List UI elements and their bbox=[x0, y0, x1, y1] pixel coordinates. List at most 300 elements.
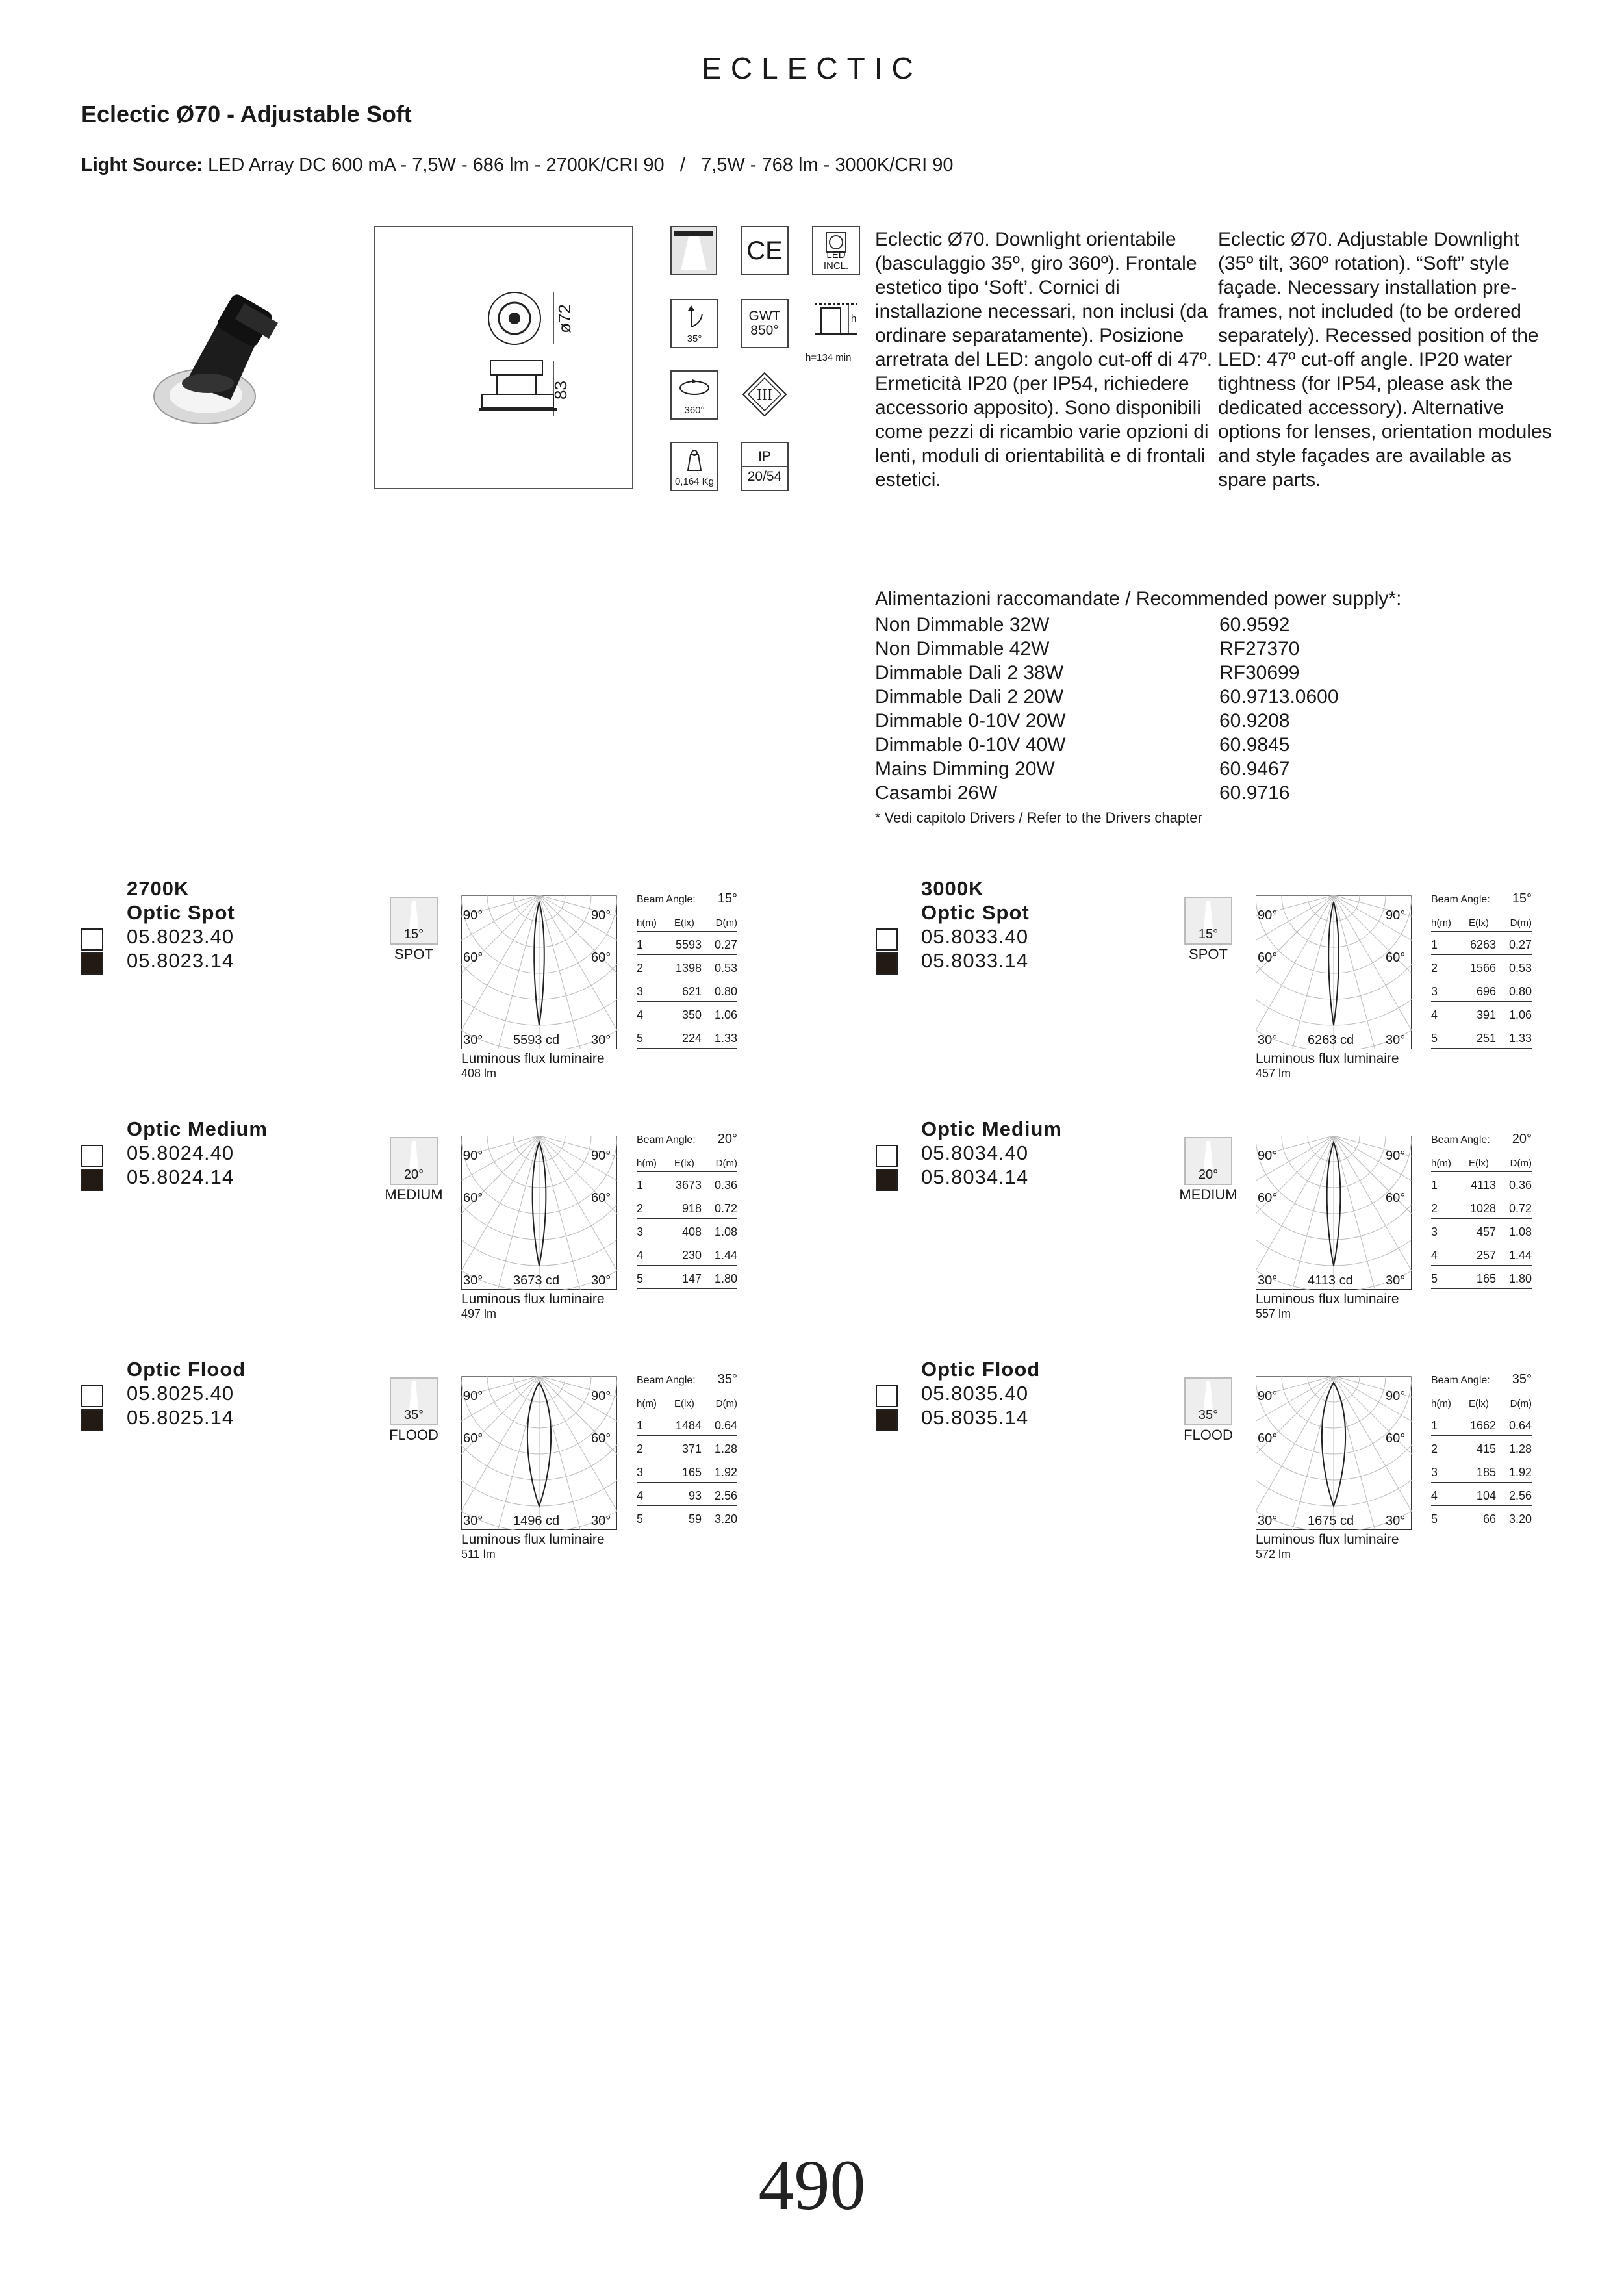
cell-e: 165 bbox=[681, 1466, 702, 1479]
cell-d: 1.06 bbox=[1508, 1008, 1532, 1021]
cell-d: 2.56 bbox=[714, 1489, 737, 1502]
cell-d: 1.44 bbox=[1508, 1249, 1532, 1262]
cell-d: 0.27 bbox=[714, 938, 737, 951]
black-finish-swatch bbox=[876, 952, 898, 975]
beam-angle-label: Beam Angle: bbox=[637, 1375, 696, 1386]
luminous-flux-label: Luminous flux luminaire bbox=[461, 1051, 605, 1066]
black-finish-swatch bbox=[81, 1409, 103, 1431]
power-supply-row bbox=[875, 710, 1460, 734]
power-supply-name: Dimmable Dali 2 38W bbox=[875, 662, 1064, 683]
luminous-flux-label: Luminous flux luminaire bbox=[1256, 1051, 1399, 1066]
luminous-flux bbox=[1256, 1051, 1399, 1081]
polar-candela: 1496 cd bbox=[513, 1514, 560, 1528]
cell-h: 5 bbox=[637, 1272, 644, 1285]
gwt-icon: GWT 850° bbox=[741, 299, 789, 348]
cell-e: 165 bbox=[1476, 1272, 1496, 1285]
page-number: 490 bbox=[758, 2145, 866, 2225]
polar-label-60-left: 60° bbox=[463, 1431, 483, 1446]
white-finish-swatch bbox=[876, 1145, 898, 1167]
table-row bbox=[1431, 978, 1532, 1002]
installation-height-icon: h bbox=[812, 299, 860, 348]
beam-angle-row bbox=[1431, 1131, 1532, 1149]
polar-label-90-left: 90° bbox=[463, 1149, 483, 1163]
cell-d: 0.27 bbox=[1508, 938, 1532, 951]
rotation-icon: 360° bbox=[670, 370, 718, 420]
photometric-table bbox=[637, 1371, 737, 1529]
cell-e: 4113 bbox=[1471, 1179, 1496, 1192]
cell-d: 1.80 bbox=[714, 1272, 737, 1285]
cell-h: 2 bbox=[1431, 1202, 1438, 1215]
col-h: h(m) bbox=[637, 1158, 657, 1169]
table-row bbox=[1431, 932, 1532, 955]
cell-d: 0.64 bbox=[714, 1419, 737, 1432]
cell-e: 224 bbox=[681, 1032, 702, 1045]
beam-icon-angle: 20° bbox=[1198, 1168, 1219, 1182]
luminous-flux-value: 408 lm bbox=[461, 1067, 497, 1080]
recessed-icon bbox=[670, 226, 717, 275]
cell-h: 5 bbox=[1431, 1032, 1438, 1045]
power-supply-code: 60.9467 bbox=[1219, 758, 1290, 780]
ce-icon: CE bbox=[741, 226, 789, 275]
col-e: E(lx) bbox=[674, 1398, 694, 1409]
table-row bbox=[637, 1172, 737, 1195]
cell-d: 2.56 bbox=[1508, 1489, 1532, 1502]
light-source-label: Light Source: bbox=[81, 155, 203, 175]
table-row bbox=[1431, 1506, 1532, 1529]
table-header bbox=[637, 1389, 737, 1412]
power-supply-name: Dimmable Dali 2 20W bbox=[875, 686, 1064, 708]
beam-angle-row bbox=[1431, 1371, 1532, 1389]
cell-h: 4 bbox=[1431, 1008, 1438, 1021]
col-d: D(m) bbox=[715, 1398, 737, 1409]
optic-name: Optic Medium bbox=[921, 1118, 1062, 1140]
color-temperature: 2700K bbox=[127, 877, 190, 900]
table-row bbox=[637, 1412, 737, 1436]
cell-e: 185 bbox=[1476, 1466, 1496, 1479]
power-supply-name: Dimmable 0-10V 40W bbox=[875, 734, 1066, 756]
product-code-white[interactable]: 05.8035.40 bbox=[921, 1382, 1029, 1405]
power-supply-row bbox=[875, 662, 1460, 686]
col-h: h(m) bbox=[637, 917, 657, 928]
white-finish-swatch bbox=[876, 1385, 898, 1407]
cell-e: 621 bbox=[681, 985, 702, 998]
beam-angle-value: 20° bbox=[717, 1132, 737, 1146]
luminous-flux bbox=[461, 1532, 605, 1562]
polar-label-90-right: 90° bbox=[1386, 908, 1406, 923]
polar-label-30-right: 30° bbox=[591, 1514, 611, 1528]
product-code-black[interactable]: 05.8033.14 bbox=[921, 949, 1029, 972]
table-row bbox=[1431, 1459, 1532, 1483]
photometric-table bbox=[1431, 1371, 1532, 1529]
cell-d: 0.80 bbox=[714, 985, 737, 998]
cell-e: 918 bbox=[681, 1202, 702, 1215]
beam-angle-value: 15° bbox=[1512, 891, 1532, 906]
cell-e: 230 bbox=[681, 1249, 702, 1262]
cell-h: 5 bbox=[1431, 1513, 1438, 1526]
cell-e: 391 bbox=[1476, 1008, 1496, 1021]
polar-label-30-left: 30° bbox=[1258, 1033, 1278, 1047]
cell-e: 5593 bbox=[675, 938, 702, 951]
polar-label-60-right: 60° bbox=[591, 951, 611, 965]
beam-icon-angle: 20° bbox=[403, 1168, 424, 1182]
polar-candela: 3673 cd bbox=[513, 1273, 560, 1288]
beam-angle-value: 15° bbox=[717, 891, 737, 906]
cell-e: 251 bbox=[1476, 1032, 1496, 1045]
beam-angle-value: 35° bbox=[1512, 1372, 1532, 1386]
cell-d: 1.33 bbox=[1508, 1032, 1532, 1045]
table-header bbox=[637, 908, 737, 932]
table-row bbox=[1431, 1002, 1532, 1025]
white-finish-swatch bbox=[81, 928, 103, 951]
cell-e: 457 bbox=[1476, 1225, 1496, 1238]
power-supply-name: Casambi 26W bbox=[875, 782, 998, 804]
color-temperature: 3000K bbox=[921, 877, 984, 900]
cell-e: 66 bbox=[1482, 1513, 1496, 1526]
table-row bbox=[1431, 955, 1532, 978]
cell-e: 3673 bbox=[675, 1179, 702, 1192]
beam-angle-label: Beam Angle: bbox=[1431, 1134, 1490, 1145]
beam-type-label: MEDIUM bbox=[1179, 1186, 1237, 1203]
polar-label-90-right: 90° bbox=[591, 1389, 611, 1403]
polar-label-30-right: 30° bbox=[591, 1033, 611, 1047]
cell-h: 3 bbox=[637, 1225, 644, 1238]
polar-label-30-left: 30° bbox=[463, 1273, 483, 1288]
power-supply-name: Non Dimmable 42W bbox=[875, 638, 1050, 659]
cell-h: 1 bbox=[1431, 1419, 1438, 1432]
cell-e: 1398 bbox=[675, 962, 702, 975]
table-row bbox=[1431, 1195, 1532, 1219]
col-d: D(m) bbox=[1510, 1158, 1532, 1169]
optic-name: Optic Flood bbox=[921, 1358, 1041, 1381]
beam-icon-angle: 35° bbox=[403, 1408, 424, 1422]
table-row bbox=[1431, 1436, 1532, 1459]
cell-h: 3 bbox=[637, 985, 644, 998]
col-h: h(m) bbox=[1431, 917, 1451, 928]
cell-e: 696 bbox=[1476, 985, 1496, 998]
cell-d: 3.20 bbox=[1508, 1513, 1532, 1526]
luminous-flux bbox=[461, 1051, 605, 1081]
table-row bbox=[637, 1219, 737, 1242]
polar-label-60-left: 60° bbox=[1258, 951, 1278, 965]
polar-label-60-right: 60° bbox=[1386, 1191, 1406, 1205]
product-code-white[interactable]: 05.8023.40 bbox=[127, 925, 235, 948]
beam-angle-label: Beam Angle: bbox=[637, 1134, 696, 1145]
col-h: h(m) bbox=[1431, 1158, 1451, 1169]
cell-h: 4 bbox=[1431, 1489, 1438, 1502]
optic-name: Optic Flood bbox=[127, 1358, 246, 1381]
cell-d: 1.06 bbox=[714, 1008, 737, 1021]
product-title: Eclectic Ø70 - Adjustable Soft bbox=[81, 101, 412, 127]
cell-d: 0.36 bbox=[714, 1179, 737, 1192]
cell-e: 415 bbox=[1476, 1442, 1496, 1455]
polar-label-60-right: 60° bbox=[1386, 1431, 1406, 1446]
table-row bbox=[637, 1483, 737, 1506]
cell-e: 371 bbox=[681, 1442, 702, 1455]
photometric-table bbox=[637, 1131, 737, 1289]
col-e: E(lx) bbox=[1469, 1158, 1489, 1169]
table-row bbox=[637, 1195, 737, 1219]
power-supply-code: 60.9592 bbox=[1219, 614, 1290, 635]
cell-e: 350 bbox=[681, 1008, 702, 1021]
beam-angle-row bbox=[637, 1131, 737, 1149]
luminous-flux-label: Luminous flux luminaire bbox=[461, 1292, 605, 1307]
table-row bbox=[637, 1266, 737, 1289]
beam-angle-row bbox=[1431, 890, 1532, 908]
led-incl-icon: LED INCL. bbox=[812, 226, 860, 275]
table-row bbox=[637, 1459, 737, 1483]
black-finish-swatch bbox=[81, 1169, 103, 1191]
table-row bbox=[1431, 1242, 1532, 1266]
cell-h: 4 bbox=[637, 1249, 644, 1262]
cell-h: 1 bbox=[637, 1179, 644, 1192]
beam-icon bbox=[1184, 1137, 1232, 1185]
cell-h: 3 bbox=[1431, 985, 1438, 998]
power-supply-name: Mains Dimming 20W bbox=[875, 758, 1055, 780]
white-finish-swatch bbox=[81, 1145, 103, 1167]
cell-h: 2 bbox=[1431, 1442, 1438, 1455]
cell-h: 1 bbox=[637, 938, 644, 951]
product-code-black[interactable]: 05.8023.14 bbox=[127, 949, 235, 972]
cell-d: 1.08 bbox=[714, 1225, 737, 1238]
cell-h: 4 bbox=[1431, 1249, 1438, 1262]
cell-d: 1.28 bbox=[1508, 1442, 1532, 1455]
table-row bbox=[1431, 1025, 1532, 1049]
luminous-flux-label: Luminous flux luminaire bbox=[461, 1532, 605, 1547]
col-d: D(m) bbox=[1510, 1398, 1532, 1409]
power-supply-code: RF30699 bbox=[1219, 662, 1300, 683]
cell-h: 3 bbox=[1431, 1466, 1438, 1479]
cell-d: 1.92 bbox=[1508, 1466, 1532, 1479]
table-row bbox=[637, 1025, 737, 1049]
product-code-black[interactable]: 05.8034.14 bbox=[921, 1166, 1029, 1188]
col-e: E(lx) bbox=[1469, 917, 1489, 928]
col-e: E(lx) bbox=[674, 917, 694, 928]
power-supply-code: 60.9845 bbox=[1219, 734, 1290, 756]
power-supply-row bbox=[875, 614, 1460, 638]
cell-h: 1 bbox=[1431, 938, 1438, 951]
luminous-flux bbox=[1256, 1532, 1399, 1562]
beam-angle-label: Beam Angle: bbox=[1431, 894, 1490, 905]
drawing-svg bbox=[375, 227, 632, 488]
table-row bbox=[1431, 1412, 1532, 1436]
luminous-flux-label: Luminous flux luminaire bbox=[1256, 1292, 1399, 1307]
optic-name: Optic Spot bbox=[921, 901, 1030, 924]
polar-label-90-right: 90° bbox=[591, 1149, 611, 1163]
col-h: h(m) bbox=[1431, 1398, 1451, 1409]
polar-label-60-right: 60° bbox=[591, 1191, 611, 1205]
cell-h: 2 bbox=[637, 962, 644, 975]
white-finish-swatch bbox=[81, 1385, 103, 1407]
cell-e: 1662 bbox=[1469, 1419, 1496, 1432]
photometric-table bbox=[637, 890, 737, 1049]
technical-drawing bbox=[374, 226, 633, 489]
cell-h: 5 bbox=[637, 1032, 644, 1045]
product-code-black[interactable]: 05.8035.14 bbox=[921, 1406, 1029, 1429]
cell-h: 5 bbox=[637, 1513, 644, 1526]
polar-label-90-left: 90° bbox=[1258, 1389, 1278, 1403]
power-supply-code: 60.9208 bbox=[1219, 710, 1290, 732]
cell-h: 1 bbox=[1431, 1179, 1438, 1192]
cell-d: 0.36 bbox=[1508, 1179, 1532, 1192]
beam-type-label: SPOT bbox=[1189, 946, 1228, 962]
polar-label-60-left: 60° bbox=[1258, 1191, 1278, 1205]
product-code-white[interactable]: 05.8034.40 bbox=[921, 1142, 1029, 1164]
table-header bbox=[637, 1149, 737, 1172]
beam-icon-angle: 35° bbox=[1198, 1408, 1219, 1422]
optic-name: Optic Spot bbox=[127, 901, 235, 924]
cell-h: 3 bbox=[637, 1466, 644, 1479]
cell-e: 93 bbox=[688, 1489, 702, 1502]
polar-label-60-right: 60° bbox=[1386, 951, 1406, 965]
cell-d: 1.92 bbox=[714, 1466, 737, 1479]
luminous-flux-value: 497 lm bbox=[461, 1307, 497, 1320]
table-row bbox=[637, 978, 737, 1002]
polar-label-30-left: 30° bbox=[463, 1033, 483, 1047]
table-row bbox=[1431, 1219, 1532, 1242]
product-code-black[interactable]: 05.8025.14 bbox=[127, 1406, 235, 1429]
cell-h: 2 bbox=[637, 1202, 644, 1215]
polar-label-60-left: 60° bbox=[1258, 1431, 1278, 1446]
product-code-white[interactable]: 05.8024.40 bbox=[127, 1142, 235, 1164]
col-d: D(m) bbox=[1510, 917, 1532, 928]
table-row bbox=[637, 1242, 737, 1266]
polar-candela: 1675 cd bbox=[1308, 1514, 1354, 1528]
power-supply-name: Dimmable 0-10V 20W bbox=[875, 710, 1066, 732]
col-e: E(lx) bbox=[674, 1158, 694, 1169]
table-row bbox=[637, 1506, 737, 1529]
table-row bbox=[1431, 1266, 1532, 1289]
beam-angle-label: Beam Angle: bbox=[637, 894, 696, 905]
cell-h: 1 bbox=[637, 1419, 644, 1432]
beam-icon bbox=[390, 1137, 438, 1185]
cell-e: 59 bbox=[688, 1513, 702, 1526]
product-code-black[interactable]: 05.8024.14 bbox=[127, 1166, 235, 1188]
cell-d: 1.08 bbox=[1508, 1225, 1532, 1238]
cell-d: 1.28 bbox=[714, 1442, 737, 1455]
polar-label-60-left: 60° bbox=[463, 1191, 483, 1205]
polar-label-60-right: 60° bbox=[591, 1431, 611, 1446]
table-header bbox=[1431, 1149, 1532, 1172]
beam-icon bbox=[1184, 897, 1232, 945]
power-supply-row bbox=[875, 782, 1460, 806]
photometric-table bbox=[1431, 890, 1532, 1049]
beam-type-label: FLOOD bbox=[389, 1427, 438, 1443]
cell-d: 0.80 bbox=[1508, 985, 1532, 998]
optic-name: Optic Medium bbox=[127, 1118, 268, 1140]
polar-label-90-left: 90° bbox=[1258, 1149, 1278, 1163]
polar-label-90-right: 90° bbox=[1386, 1389, 1406, 1403]
product-code-white[interactable]: 05.8033.40 bbox=[921, 925, 1029, 948]
table-header bbox=[1431, 908, 1532, 932]
cell-d: 1.44 bbox=[714, 1249, 737, 1262]
cell-d: 3.20 bbox=[714, 1513, 737, 1526]
polar-label-30-right: 30° bbox=[1386, 1273, 1406, 1288]
cell-h: 2 bbox=[1431, 962, 1438, 975]
polar-label-30-left: 30° bbox=[463, 1514, 483, 1528]
cell-h: 5 bbox=[1431, 1272, 1438, 1285]
cell-d: 0.72 bbox=[714, 1202, 737, 1215]
beam-angle-value: 20° bbox=[1512, 1132, 1532, 1146]
cell-d: 0.72 bbox=[1508, 1202, 1532, 1215]
col-d: D(m) bbox=[715, 1158, 737, 1169]
beam-type-label: MEDIUM bbox=[385, 1186, 443, 1203]
brand-title: ECLECTIC bbox=[702, 51, 922, 85]
beam-angle-row bbox=[637, 890, 737, 908]
cell-e: 1028 bbox=[1469, 1202, 1496, 1215]
cell-e: 104 bbox=[1476, 1489, 1496, 1502]
product-code-white[interactable]: 05.8025.40 bbox=[127, 1382, 235, 1405]
power-footnote: * Vedi capitolo Drivers / Refer to the Drivers chapter bbox=[875, 810, 1202, 826]
cell-h: 4 bbox=[637, 1008, 644, 1021]
polar-label-30-left: 30° bbox=[1258, 1514, 1278, 1528]
cell-e: 408 bbox=[681, 1225, 702, 1238]
beam-icon-angle: 15° bbox=[403, 927, 424, 941]
luminous-flux bbox=[1256, 1292, 1399, 1322]
white-finish-swatch bbox=[876, 928, 898, 951]
col-e: E(lx) bbox=[1469, 1398, 1489, 1409]
cell-e: 257 bbox=[1476, 1249, 1496, 1262]
cell-h: 3 bbox=[1431, 1225, 1438, 1238]
table-row bbox=[637, 1436, 737, 1459]
polar-label-90-right: 90° bbox=[1386, 1149, 1406, 1163]
polar-label-30-right: 30° bbox=[1386, 1033, 1406, 1047]
beam-icon-angle: 15° bbox=[1198, 927, 1219, 941]
polar-label-30-left: 30° bbox=[1258, 1273, 1278, 1288]
polar-candela: 4113 cd bbox=[1308, 1273, 1353, 1288]
beam-angle-row bbox=[637, 1371, 737, 1389]
polar-label-60-left: 60° bbox=[463, 951, 483, 965]
table-row bbox=[637, 932, 737, 955]
polar-candela: 6263 cd bbox=[1308, 1033, 1354, 1047]
cell-d: 0.53 bbox=[1508, 962, 1532, 975]
cell-d: 1.33 bbox=[714, 1032, 737, 1045]
weight-icon: 0,164 Kg bbox=[670, 442, 718, 491]
col-d: D(m) bbox=[715, 917, 737, 928]
description-italian: Eclectic Ø70. Downlight orientabile (basculaggio 35º, giro 360º). Frontale estetico tipo ‘Soft’. Cornici di installazione necessari, non inclusi (da ordinare separatamente). Posizione arretrata del LED: angolo cut-off di 47º. Ermeticità IP20 (per IP54, richiedere accessorio apposito). Sono disponibili come pezzi di ricambio varie opzioni di lenti, moduli di orientabilità e di frontali estetici. bbox=[875, 229, 1213, 491]
power-supply-row bbox=[875, 686, 1460, 710]
power-supply-row bbox=[875, 758, 1460, 782]
power-supply-code: RF27370 bbox=[1219, 638, 1300, 659]
cell-e: 147 bbox=[681, 1272, 702, 1285]
black-finish-swatch bbox=[876, 1169, 898, 1191]
cell-d: 0.64 bbox=[1508, 1419, 1532, 1432]
height-label: 83 bbox=[550, 381, 570, 400]
table-row bbox=[637, 1002, 737, 1025]
luminous-flux-label: Luminous flux luminaire bbox=[1256, 1532, 1399, 1547]
beam-type-label: SPOT bbox=[394, 946, 433, 962]
black-finish-swatch bbox=[81, 952, 103, 975]
power-supply-code: 60.9716 bbox=[1219, 782, 1290, 804]
table-header bbox=[1431, 1389, 1532, 1412]
light-source bbox=[81, 155, 954, 176]
beam-icon bbox=[390, 897, 438, 945]
beam-angle-value: 35° bbox=[717, 1372, 737, 1386]
polar-label-90-left: 90° bbox=[463, 1389, 483, 1403]
beam-icon bbox=[1184, 1377, 1232, 1425]
photometric-table bbox=[1431, 1131, 1532, 1289]
luminous-flux-value: 557 lm bbox=[1256, 1307, 1291, 1320]
light-source-value: LED Array DC 600 mA - 7,5W - 686 lm - 2700K/CRI 90 / 7,5W - 768 lm - 3000K/CRI 90 bbox=[207, 155, 954, 175]
power-supply-row bbox=[875, 638, 1460, 662]
ip-icon: IP 20/54 bbox=[741, 442, 789, 491]
luminous-flux-value: 572 lm bbox=[1256, 1548, 1291, 1561]
table-row bbox=[1431, 1483, 1532, 1506]
polar-label-90-right: 90° bbox=[591, 908, 611, 923]
description-english: Eclectic Ø70. Adjustable Downlight (35º tilt, 360º rotation). “Soft” style façade. Necessary installation pre-frames, not included (to be ordered separately). Recessed position of the LED: 47º cut-off angle. IP20 water tightness (for IP54, please ask the dedicated accessory). Alternative options for lenses, orientation modules and style façades are available as spare parts. bbox=[1218, 229, 1552, 491]
polar-label-30-right: 30° bbox=[1386, 1514, 1406, 1528]
polar-label-90-left: 90° bbox=[1258, 908, 1278, 923]
cell-h: 4 bbox=[637, 1489, 644, 1502]
